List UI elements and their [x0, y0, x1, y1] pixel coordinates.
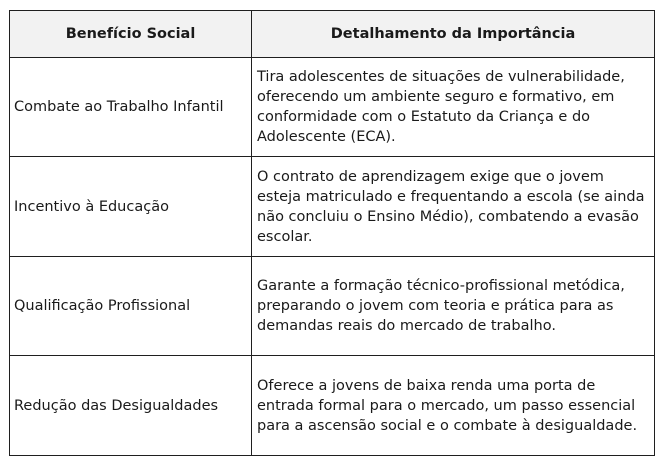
benefit-cell: Incentivo à Educação	[10, 157, 252, 257]
detail-cell: Tira adolescentes de situações de vulnerabilidade, oferecendo um ambiente seguro e formativo, em conformidade com o Estatuto da Criança e do Adolescente (ECA).	[252, 58, 655, 157]
benefit-cell: Qualificação Profissional	[10, 257, 252, 356]
table-header-row	[10, 11, 655, 58]
benefit-cell: Redução das Desigualdades	[10, 356, 252, 456]
header-beneficio-social: Benefício Social	[10, 11, 252, 58]
benefits-table	[9, 10, 655, 456]
benefit-cell: Combate ao Trabalho Infantil	[10, 58, 252, 157]
detail-cell: Oferece a jovens de baixa renda uma porta de entrada formal para o mercado, um passo essencial para a ascensão social e o combate à desigualdade.	[252, 356, 655, 456]
detail-cell: O contrato de aprendizagem exige que o jovem esteja matriculado e frequentando a escola (se ainda não concluiu o Ensino Médio), combatendo a evasão escolar.	[252, 157, 655, 257]
table-row	[10, 157, 655, 257]
detail-cell: Garante a formação técnico-profissional metódica, preparando o jovem com teoria e prática para as demandas reais do mercado de trabalho.	[252, 257, 655, 356]
table-row	[10, 257, 655, 356]
table-row	[10, 58, 655, 157]
header-detalhamento: Detalhamento da Importância	[252, 11, 655, 58]
table-row	[10, 356, 655, 456]
benefits-table-container	[9, 10, 654, 456]
